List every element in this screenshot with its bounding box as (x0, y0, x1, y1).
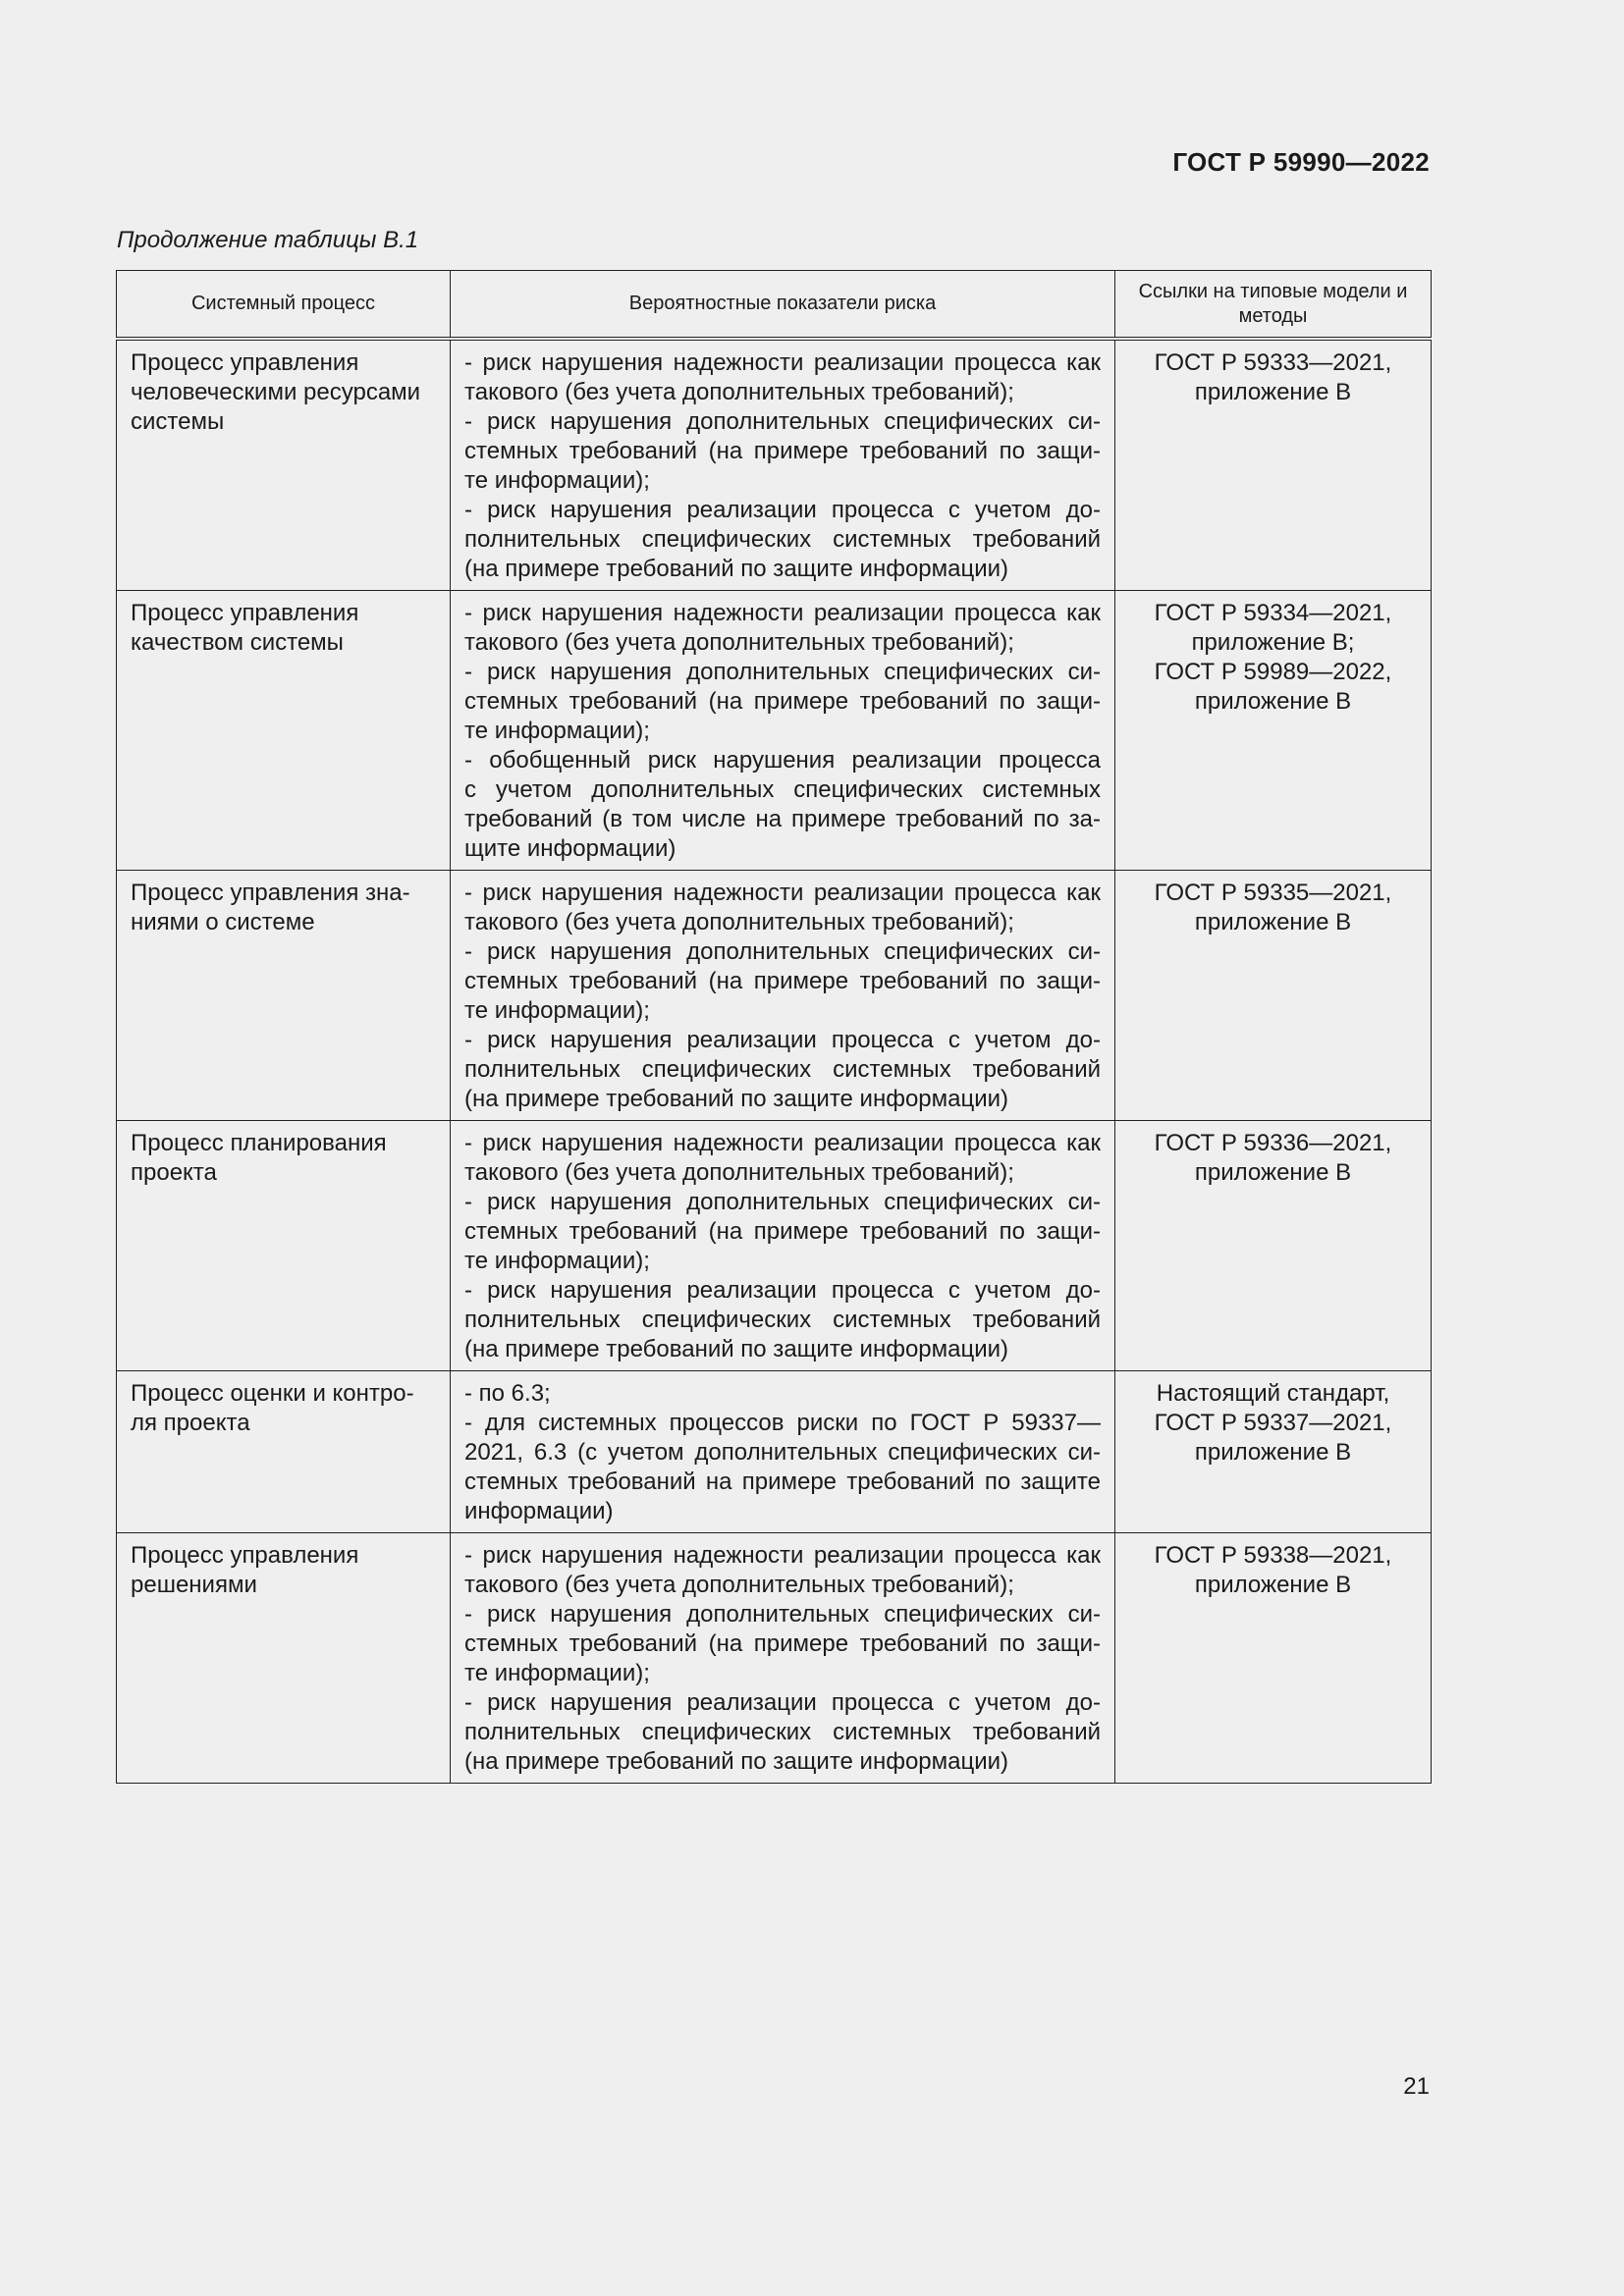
process-line: ниями о системе (131, 909, 315, 935)
risk-line: такового (без учета дополнительных требований); (464, 379, 1014, 405)
risk-line: с учетом дополнительных специфических системных (464, 776, 1101, 803)
risk-line: - риск нарушения надежности реализации процесса как (464, 349, 1101, 376)
table-header-row (117, 271, 1432, 340)
process-cell (117, 1533, 451, 1784)
risk-line: полнительных специфических системных требований (464, 1307, 1101, 1333)
risk-cell (451, 339, 1115, 591)
process-line: проекта (131, 1159, 217, 1186)
risk-line: те информации); (464, 467, 650, 494)
reference-cell (1115, 1121, 1432, 1371)
process-cell (117, 339, 451, 591)
process-cell (117, 1121, 451, 1371)
risk-table (116, 270, 1432, 1784)
column-header-risks: Вероятностные показатели риска (451, 271, 1115, 340)
risk-line: те информации); (464, 1660, 650, 1686)
risk-line: такового (без учета дополнительных требований); (464, 629, 1014, 656)
risk-cell (451, 1121, 1115, 1371)
risk-line: те информации); (464, 997, 650, 1024)
process-line: Процесс управления зна- (131, 880, 410, 906)
process-line: Процесс управления (131, 1542, 359, 1569)
process-line: Процесс планирования (131, 1130, 387, 1156)
reference-line: ГОСТ Р 59338—2021, (1154, 1542, 1392, 1569)
reference-line: приложение В (1194, 688, 1352, 715)
process-cell (117, 1371, 451, 1533)
process-line: системы (131, 408, 225, 435)
table-caption: Продолжение таблицы В.1 (117, 227, 419, 253)
risk-line: - риск нарушения реализации процесса с учетом до- (464, 1277, 1101, 1304)
table-row (117, 1121, 1432, 1371)
reference-line: приложение В (1194, 909, 1352, 935)
risk-line: - обобщенный риск нарушения реализации процесса (464, 747, 1101, 774)
page-number: 21 (1403, 2073, 1430, 2100)
risk-line: такового (без учета дополнительных требований); (464, 1572, 1014, 1598)
risk-line: стемных требований (на примере требований по защи- (464, 438, 1101, 464)
reference-line: ГОСТ Р 59989—2022, (1154, 659, 1392, 685)
risk-line: - риск нарушения надежности реализации процесса как (464, 880, 1101, 906)
table-row (117, 591, 1432, 871)
risk-line: - риск нарушения дополнительных специфических си- (464, 1601, 1101, 1628)
risk-line: те информации); (464, 1248, 650, 1274)
risk-cell (451, 1533, 1115, 1784)
reference-line: ГОСТ Р 59335—2021, (1154, 880, 1392, 906)
reference-line: приложение В (1194, 1439, 1352, 1466)
reference-line: приложение В; (1191, 629, 1355, 656)
reference-cell (1115, 1533, 1432, 1784)
risk-line: стемных требований (на примере требований по защи- (464, 1218, 1101, 1245)
risk-line: (на примере требований по защите информации) (464, 1336, 1009, 1362)
risk-line: - риск нарушения дополнительных специфических си- (464, 659, 1101, 685)
reference-line: приложение В (1194, 1572, 1352, 1598)
risk-line: - риск нарушения дополнительных специфических си- (464, 1189, 1101, 1215)
document-header: ГОСТ Р 59990—2022 (1172, 147, 1430, 177)
risk-line: щите информации) (464, 835, 677, 862)
table-row (117, 339, 1432, 591)
risk-line: - риск нарушения надежности реализации процесса как (464, 1130, 1101, 1156)
process-line: Процесс управления (131, 600, 359, 626)
risk-line: требований (в том числе на примере требований по за- (464, 806, 1101, 832)
process-line: человеческими ресурсами (131, 379, 421, 405)
reference-line: приложение В (1194, 379, 1352, 405)
reference-line: ГОСТ Р 59333—2021, (1154, 349, 1392, 376)
risk-line: - по 6.3; (464, 1380, 551, 1407)
risk-cell (451, 591, 1115, 871)
risk-line: - риск нарушения реализации процесса с учетом до- (464, 1689, 1101, 1716)
process-cell (117, 591, 451, 871)
reference-cell (1115, 339, 1432, 591)
table-row (117, 871, 1432, 1121)
risk-line: (на примере требований по защите информации) (464, 1086, 1009, 1112)
risk-line: стемных требований на примере требований по защите (464, 1468, 1101, 1495)
reference-cell (1115, 1371, 1432, 1533)
risk-line: - риск нарушения реализации процесса с учетом до- (464, 1027, 1101, 1053)
column-header-references: Ссылки на типовые модели и методы (1115, 271, 1432, 340)
column-header-process: Системный процесс (117, 271, 451, 340)
risk-cell (451, 1371, 1115, 1533)
process-line: Процесс оценки и контро- (131, 1380, 414, 1407)
risk-line: стемных требований (на примере требований по защи- (464, 968, 1101, 994)
reference-line: приложение В (1194, 1159, 1352, 1186)
risk-line: такового (без учета дополнительных требований); (464, 909, 1014, 935)
process-line: Процесс управления (131, 349, 359, 376)
process-line: решениями (131, 1572, 257, 1598)
risk-line: - риск нарушения надежности реализации процесса как (464, 600, 1101, 626)
process-cell (117, 871, 451, 1121)
risk-line: - для системных процессов риски по ГОСТ Р 59337— (464, 1410, 1101, 1436)
risk-line: те информации); (464, 718, 650, 744)
risk-line: (на примере требований по защите информации) (464, 1748, 1009, 1775)
reference-cell (1115, 591, 1432, 871)
risk-line: полнительных специфических системных требований (464, 1056, 1101, 1083)
risk-line: полнительных специфических системных требований (464, 526, 1101, 553)
reference-line: ГОСТ Р 59336—2021, (1154, 1130, 1392, 1156)
table-body (117, 339, 1432, 1784)
reference-line: ГОСТ Р 59337—2021, (1154, 1410, 1392, 1436)
risk-line: - риск нарушения дополнительных специфических си- (464, 938, 1101, 965)
table-row (117, 1533, 1432, 1784)
risk-line: стемных требований (на примере требований по защи- (464, 1630, 1101, 1657)
risk-line: такового (без учета дополнительных требований); (464, 1159, 1014, 1186)
table-row (117, 1371, 1432, 1533)
risk-line: - риск нарушения надежности реализации процесса как (464, 1542, 1101, 1569)
reference-line: ГОСТ Р 59334—2021, (1154, 600, 1392, 626)
risk-line: (на примере требований по защите информации) (464, 556, 1009, 582)
process-line: ля проекта (131, 1410, 250, 1436)
reference-line: Настоящий стандарт, (1156, 1380, 1390, 1407)
risk-line: - риск нарушения реализации процесса с учетом до- (464, 497, 1101, 523)
process-line: качеством системы (131, 629, 344, 656)
reference-cell (1115, 871, 1432, 1121)
risk-line: стемных требований (на примере требований по защи- (464, 688, 1101, 715)
risk-line: 2021, 6.3 (с учетом дополнительных специфических си- (464, 1439, 1101, 1466)
risk-line: информации) (464, 1498, 614, 1524)
risk-cell (451, 871, 1115, 1121)
risk-line: - риск нарушения дополнительных специфических си- (464, 408, 1101, 435)
risk-line: полнительных специфических системных требований (464, 1719, 1101, 1745)
